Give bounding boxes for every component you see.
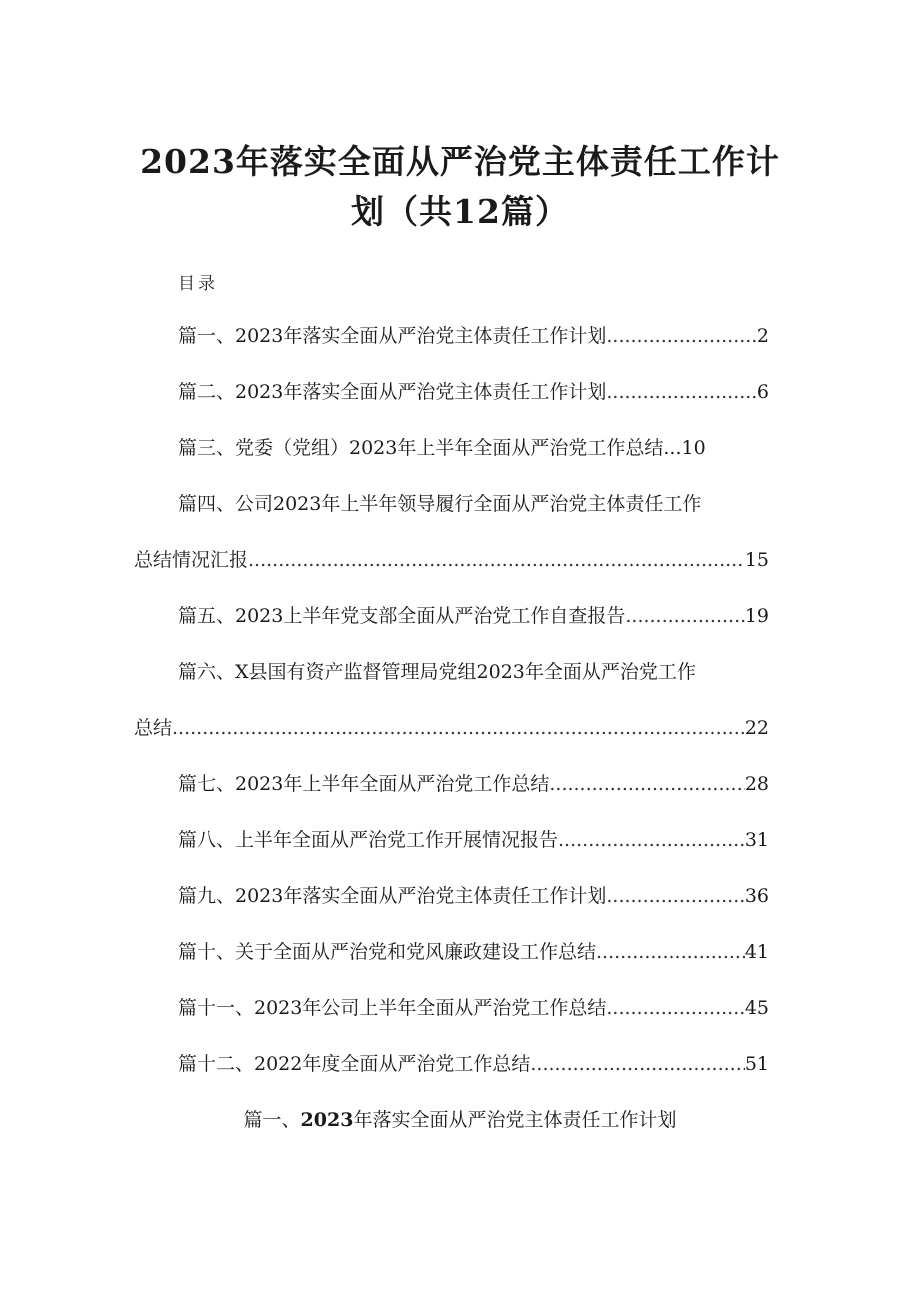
toc-entry-title: 篇八、上半年全面从严治党工作开展情况报告	[178, 829, 559, 851]
toc-entry-10[interactable]	[178, 939, 769, 965]
toc-leader-dots	[248, 547, 745, 573]
toc-entry-2[interactable]	[178, 379, 769, 405]
toc-entry-title-line-2: 总结	[134, 717, 173, 739]
toc-entry-title-line-1: 篇四、公司2023年上半年领导履行全面从严治党主体责任工作	[178, 493, 702, 515]
toc-page-number: 10	[681, 437, 706, 459]
toc-leader-dots	[549, 771, 744, 797]
toc-leader-dots	[606, 883, 744, 909]
toc-entry-title: 篇三、党委（党组）2023年上半年全面从严治党工作总结	[178, 437, 664, 459]
toc-page-number: 6	[756, 381, 769, 403]
toc-entry-title: 篇五、2023上半年党支部全面从严治党工作自查报告	[178, 605, 626, 627]
section-heading-text: 年落实全面从严治党主体责任工作计划	[353, 1109, 677, 1131]
toc-page-number: 28	[744, 773, 769, 795]
section-heading-prefix: 篇一、	[243, 1109, 301, 1131]
toc-leader-dots	[558, 827, 745, 853]
toc-entry-title: 篇十、关于全面从严治党和党风廉政建设工作总结	[178, 941, 597, 963]
toc-page-number: 41	[744, 941, 769, 963]
toc-entry-6[interactable]	[134, 659, 769, 739]
toc-entry-7[interactable]	[178, 771, 769, 797]
toc-leader-dots	[606, 323, 757, 349]
toc-entry-11[interactable]	[178, 995, 769, 1021]
toc-leader-dots	[530, 1051, 744, 1077]
toc-page-number: 51	[744, 1053, 769, 1075]
toc-short-dots: ...	[663, 437, 682, 459]
toc-page-number: 36	[744, 885, 769, 907]
document-title-line-2: 划（共12篇）	[351, 192, 569, 231]
toc-page-number: 15	[744, 549, 769, 571]
toc-leader-dots	[596, 939, 745, 965]
toc-page-number: 19	[744, 605, 769, 627]
toc-entry-8[interactable]	[178, 827, 769, 853]
toc-leader-dots	[172, 715, 745, 741]
toc-leader-dots	[606, 379, 757, 405]
section-heading	[0, 1107, 920, 1133]
toc-entry-title: 篇九、2023年落实全面从严治党主体责任工作计划	[178, 885, 607, 907]
toc-page-number: 22	[744, 717, 769, 739]
toc-page-number: 31	[744, 829, 769, 851]
toc-entry-title: 篇七、2023年上半年全面从严治党工作总结	[178, 773, 550, 795]
toc-entry-12[interactable]	[178, 1051, 769, 1077]
section-heading-year: 2023	[300, 1109, 354, 1131]
toc-page-number: 45	[744, 997, 769, 1019]
toc-entry-title: 篇十二、2022年度全面从严治党工作总结	[178, 1053, 531, 1075]
toc-leader-dots	[606, 995, 744, 1021]
toc-entry-1[interactable]	[178, 323, 769, 349]
toc-page-number: 2	[756, 325, 769, 347]
toc-entry-9[interactable]	[178, 883, 769, 909]
toc-entry-title: 篇十一、2023年公司上半年全面从严治党工作总结	[178, 997, 607, 1019]
toc-entry-title-line-2: 总结情况汇报	[134, 549, 249, 571]
toc-entry-5[interactable]	[178, 603, 769, 629]
toc-entry-4[interactable]	[134, 491, 769, 571]
toc-entry-title: 篇二、2023年落实全面从严治党主体责任工作计划	[178, 381, 607, 403]
toc-heading: 目录	[178, 274, 218, 294]
document-title-line-1: 2023年落实全面从严治党主体责任工作计	[140, 142, 780, 181]
toc-entry-title-line-1: 篇六、X县国有资产监督管理局党组2023年全面从严治党工作	[178, 661, 696, 683]
toc-entry-title: 篇一、2023年落实全面从严治党主体责任工作计划	[178, 325, 607, 347]
toc-leader-dots	[625, 603, 744, 629]
toc-entry-3[interactable]	[178, 435, 769, 461]
